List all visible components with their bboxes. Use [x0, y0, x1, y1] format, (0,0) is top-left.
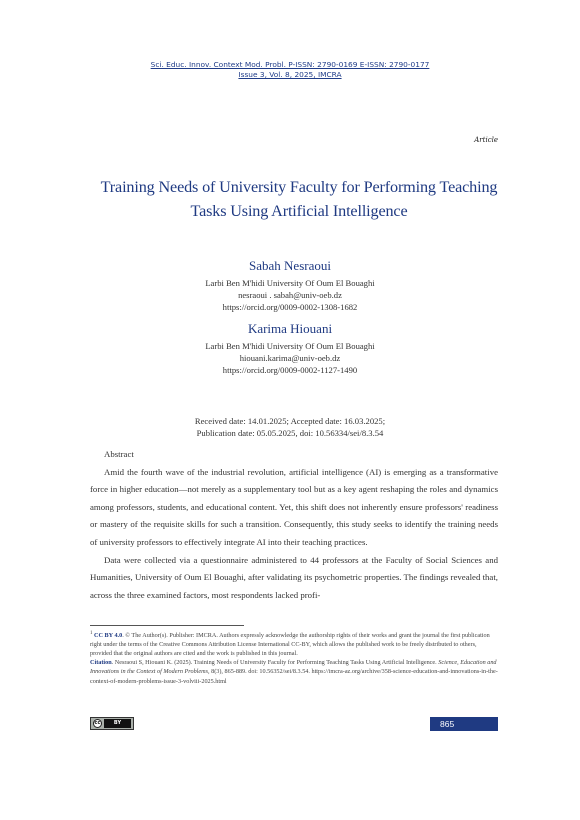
abstract-paragraph: Amid the fourth wave of the industrial revolution, artificial intelligence (AI) is emerging as a transformative force in higher education—not merely as a supplementary tool but as a key agent reshaping the roles and dynamics among professors, students, and educational content. Yet, this shift does not inherently ensure professors' readiness or mastery of the requisite skills for such a transition. Consequently, this study seeks to identify the training needs of university professors to effectively integrate AI into their teaching practices. [90, 466, 498, 547]
author-orcid[interactable]: https://orcid.org/0009-0002-1308-1682 [222, 302, 358, 312]
dates-line1: Received date: 14.01.2025; Accepted date: 16.03.2025; [194, 416, 386, 426]
article-type-label: Article [474, 136, 498, 144]
abstract-section [90, 446, 498, 604]
citation-rest[interactable]: , 8(3), 865-889. doi: 10.56352/sei/8.3.54. https://imcra-az.org/archive/358-science-education-and-innovations-in-the-context-of-modern-problems-issue-3-volviii-2025.html [90, 668, 498, 685]
journal-header [0, 60, 580, 81]
citation-text: . Nesraoui S, Hiouani K. (2025). Training Needs of University Faculty for Performing Teaching Tasks Using Artificial Intelligence. [111, 659, 439, 667]
citation-label: Citation [90, 659, 112, 667]
author-name: Sabah Nesraoui [249, 258, 331, 273]
abstract-paragraph: Data were collected via a questionnaire administered to 44 professors at the Faculty of Social Sciences and Humanities, University of Oum El Bouaghi, after validating its psychometric properties. The findings revealed that, across the three examined factors, most respondents lacked profi- [90, 554, 498, 600]
author-block-1 [0, 258, 580, 313]
cc-icon: cc [94, 720, 101, 726]
license-label: CC BY 4.0 [94, 632, 123, 640]
author-email[interactable]: nesraoui . sabah@univ-oeb.dz [238, 290, 342, 300]
page-number: 865 [430, 717, 498, 731]
by-attribution-icon: BY [104, 719, 131, 728]
footnote-marker: 1 [90, 631, 93, 636]
footnote-divider [90, 625, 244, 626]
paper-title: Training Needs of University Faculty for Performing Teaching Tasks Using Artificial Intelligence [100, 178, 498, 220]
journal-header-line1[interactable]: Sci. Educ. Innov. Context Mod. Probl. P-ISSN: 2790-0169 E-ISSN: 2790-0177 [150, 60, 430, 69]
abstract-heading: Abstract [104, 449, 134, 459]
footnote [90, 629, 498, 686]
author-name: Karima Hiouani [247, 321, 333, 336]
author-affiliation: Larbi Ben M'hidi University Of Oum El Bouaghi [205, 278, 375, 288]
publication-dates [0, 415, 580, 439]
dates-line2: Publication date: 05.05.2025, doi: 10.56334/sei/8.3.54 [196, 428, 384, 438]
author-affiliation: Larbi Ben M'hidi University Of Oum El Bouaghi [205, 341, 375, 351]
citation-journal: Science, Education and Innovations in the Context of Modern Problems [90, 659, 497, 676]
author-orcid[interactable]: https://orcid.org/0009-0002-1127-1490 [222, 365, 358, 375]
license-text: . © The Author(s). Publisher: IMCRA. Authors expressly acknowledge the authorship rights of their works and grant the journal the first publication right under the terms of the Creative Commons Attribution License International CC-BY, which allows the published work to be freely distributed to others, provided that the original authors are cited and the work is published in this journal. [90, 632, 490, 658]
cc-license-badge[interactable] [90, 717, 134, 730]
author-block-2 [0, 321, 580, 376]
author-email[interactable]: hiouani.karima@univ-oeb.dz [239, 353, 341, 363]
journal-header-line2[interactable]: Issue 3, Vol. 8, 2025, IMCRA [238, 70, 342, 80]
